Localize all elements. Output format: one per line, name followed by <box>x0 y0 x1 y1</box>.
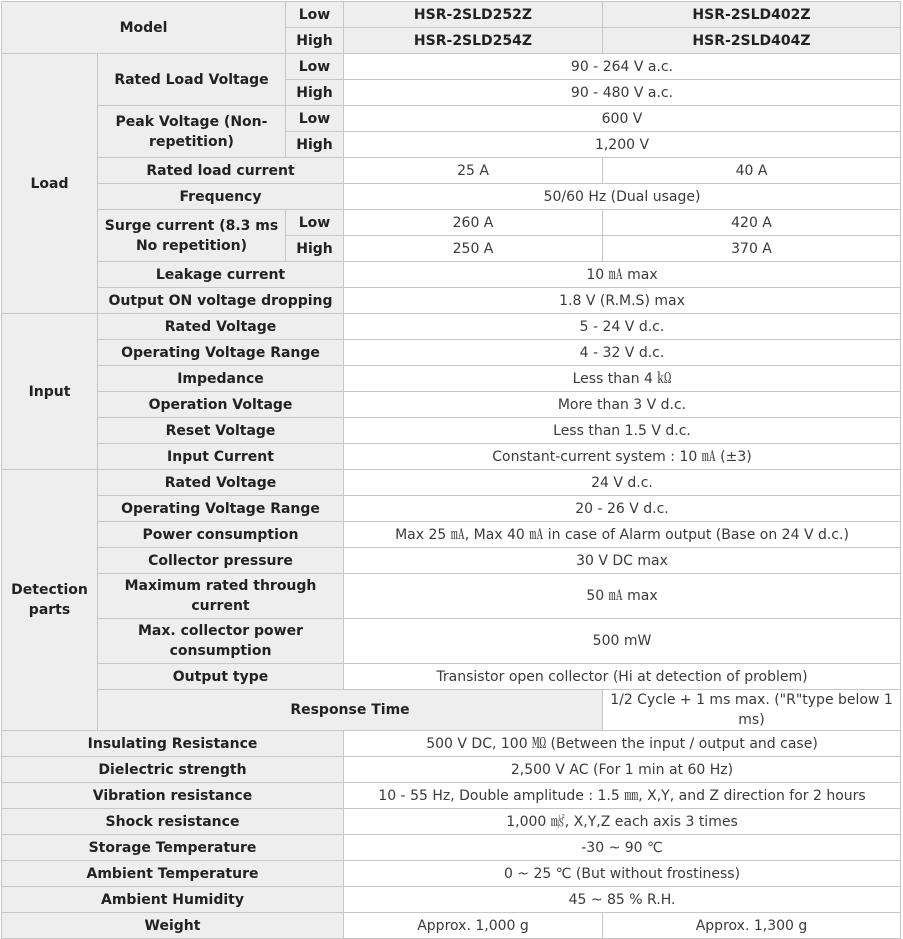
output-type-value: Transistor open collector (Hi at detection of problem) <box>344 664 901 690</box>
load-group-label: Load <box>2 54 98 314</box>
table-row <box>2 366 901 392</box>
peak-voltage-label: Peak Voltage (Non-repetition) <box>98 106 286 158</box>
vibration-resistance-value: 10 - 55 Hz, Double amplitude : 1.5 ㎜, X,Y, and Z direction for 2 hours <box>344 783 901 809</box>
table-row <box>2 418 901 444</box>
operation-voltage-value: More than 3 V d.c. <box>344 392 901 418</box>
table-row <box>2 54 901 80</box>
dielectric-strength-label: Dielectric strength <box>2 757 344 783</box>
max-through-current-label: Maximum rated through current <box>98 574 344 619</box>
model-high-b: HSR-2SLD404Z <box>603 28 901 54</box>
table-row <box>2 664 901 690</box>
input-group-label: Input <box>2 314 98 470</box>
rated-load-voltage-label: Rated Load Voltage <box>98 54 286 106</box>
table-row <box>2 470 901 496</box>
input-rated-voltage-label: Rated Voltage <box>98 314 344 340</box>
leakage-current-value: 10 ㎃ max <box>344 262 901 288</box>
input-rated-voltage-value: 5 - 24 V d.c. <box>344 314 901 340</box>
reset-voltage-label: Reset Voltage <box>98 418 344 444</box>
shock-resistance-label: Shock resistance <box>2 809 344 835</box>
rated-load-voltage-high-label: High <box>286 80 344 106</box>
impedance-label: Impedance <box>98 366 344 392</box>
output-on-voltage-value: 1.8 V (R.M.S) max <box>344 288 901 314</box>
ambient-temperature-value: 0 ~ 25 ℃ (But without frostiness) <box>344 861 901 887</box>
input-operating-range-label: Operating Voltage Range <box>98 340 344 366</box>
table-row <box>2 861 901 887</box>
collector-pressure-label: Collector pressure <box>98 548 344 574</box>
output-on-voltage-label: Output ON voltage dropping <box>98 288 344 314</box>
table-row <box>2 314 901 340</box>
table-row <box>2 574 901 619</box>
weight-value-b: Approx. 1,300 g <box>603 913 901 939</box>
dielectric-strength-value: 2,500 V AC (For 1 min at 60 Hz) <box>344 757 901 783</box>
operation-voltage-label: Operation Voltage <box>98 392 344 418</box>
response-time-value: 1/2 Cycle + 1 ms max. ("R"type below 1 ms) <box>603 690 901 731</box>
input-current-label: Input Current <box>98 444 344 470</box>
model-high-label: High <box>286 28 344 54</box>
table-row <box>2 210 901 236</box>
table-row <box>2 783 901 809</box>
insulating-resistance-value: 500 V DC, 100 ㏁ (Between the input / output and case) <box>344 731 901 757</box>
frequency-label: Frequency <box>98 184 344 210</box>
ambient-humidity-label: Ambient Humidity <box>2 887 344 913</box>
storage-temperature-value: -30 ~ 90 ℃ <box>344 835 901 861</box>
rated-load-current-a: 25 A <box>344 158 603 184</box>
input-current-value: Constant-current system : 10 ㎃ (±3) <box>344 444 901 470</box>
surge-current-low-b: 420 A <box>603 210 901 236</box>
rated-load-voltage-low-label: Low <box>286 54 344 80</box>
surge-current-high-label: High <box>286 236 344 262</box>
table-row <box>2 496 901 522</box>
detection-rated-voltage-label: Rated Voltage <box>98 470 344 496</box>
weight-value-a: Approx. 1,000 g <box>344 913 603 939</box>
reset-voltage-value: Less than 1.5 V d.c. <box>344 418 901 444</box>
ambient-humidity-value: 45 ~ 85 % R.H. <box>344 887 901 913</box>
table-row <box>2 184 901 210</box>
frequency-value: 50/60 Hz (Dual usage) <box>344 184 901 210</box>
table-row <box>2 340 901 366</box>
table-row <box>2 288 901 314</box>
shock-resistance-value: 1,000 ㎨, X,Y,Z each axis 3 times <box>344 809 901 835</box>
table-row <box>2 392 901 418</box>
model-low-a: HSR-2SLD252Z <box>344 2 603 28</box>
table-row <box>2 262 901 288</box>
model-label: Model <box>2 2 286 54</box>
detection-operating-range-label: Operating Voltage Range <box>98 496 344 522</box>
peak-voltage-high-value: 1,200 V <box>344 132 901 158</box>
detection-group-label: Detection parts <box>2 470 98 731</box>
table-row <box>2 835 901 861</box>
table-row <box>2 887 901 913</box>
model-low-label: Low <box>286 2 344 28</box>
output-type-label: Output type <box>98 664 344 690</box>
peak-voltage-low-value: 600 V <box>344 106 901 132</box>
surge-current-high-b: 370 A <box>603 236 901 262</box>
table-row <box>2 757 901 783</box>
table-row <box>2 619 901 664</box>
table-row <box>2 158 901 184</box>
collector-pressure-value: 30 V DC max <box>344 548 901 574</box>
rated-load-voltage-low-value: 90 - 264 V a.c. <box>344 54 901 80</box>
table-row <box>2 809 901 835</box>
spec-table <box>1 1 901 939</box>
model-row-low <box>2 2 901 28</box>
rated-load-voltage-high-value: 90 - 480 V a.c. <box>344 80 901 106</box>
detection-rated-voltage-value: 24 V d.c. <box>344 470 901 496</box>
impedance-value: Less than 4 ㏀ <box>344 366 901 392</box>
weight-label: Weight <box>2 913 344 939</box>
table-row <box>2 444 901 470</box>
input-operating-range-value: 4 - 32 V d.c. <box>344 340 901 366</box>
power-consumption-label: Power consumption <box>98 522 344 548</box>
table-row <box>2 522 901 548</box>
surge-current-low-label: Low <box>286 210 344 236</box>
max-collector-power-value: 500 mW <box>344 619 901 664</box>
surge-current-low-a: 260 A <box>344 210 603 236</box>
response-time-label: Response Time <box>98 690 603 731</box>
table-row <box>2 106 901 132</box>
rated-load-current-label: Rated load current <box>98 158 344 184</box>
peak-voltage-low-label: Low <box>286 106 344 132</box>
vibration-resistance-label: Vibration resistance <box>2 783 344 809</box>
leakage-current-label: Leakage current <box>98 262 344 288</box>
ambient-temperature-label: Ambient Temperature <box>2 861 344 887</box>
max-collector-power-label: Max. collector power consumption <box>98 619 344 664</box>
model-low-b: HSR-2SLD402Z <box>603 2 901 28</box>
table-row <box>2 690 901 731</box>
max-through-current-value: 50 ㎃ max <box>344 574 901 619</box>
model-high-a: HSR-2SLD254Z <box>344 28 603 54</box>
peak-voltage-high-label: High <box>286 132 344 158</box>
storage-temperature-label: Storage Temperature <box>2 835 344 861</box>
surge-current-high-a: 250 A <box>344 236 603 262</box>
table-row <box>2 731 901 757</box>
surge-current-label: Surge current (8.3 ms No repetition) <box>98 210 286 262</box>
table-row <box>2 548 901 574</box>
detection-operating-range-value: 20 - 26 V d.c. <box>344 496 901 522</box>
insulating-resistance-label: Insulating Resistance <box>2 731 344 757</box>
rated-load-current-b: 40 A <box>603 158 901 184</box>
power-consumption-value: Max 25 ㎃, Max 40 ㎃ in case of Alarm output (Base on 24 V d.c.) <box>344 522 901 548</box>
